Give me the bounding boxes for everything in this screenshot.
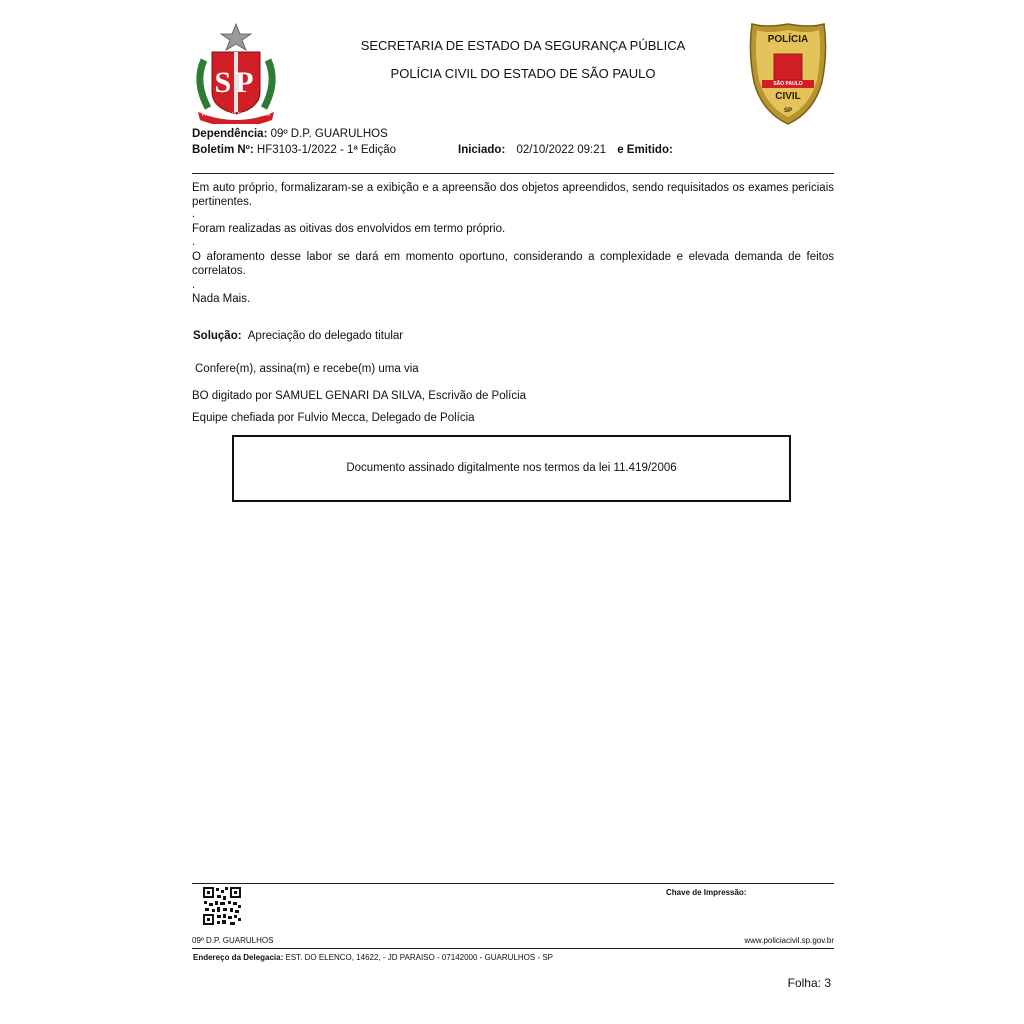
- badge-band-text: SÃO PAULO: [773, 81, 803, 87]
- footer-site-link[interactable]: www.policiacivil.sp.gov.br: [744, 936, 834, 945]
- boletim-value: HF3103-1/2022 - 1ª Edição: [256, 144, 397, 156]
- footer-dp: 09º D.P. GUARULHOS: [192, 936, 274, 945]
- policia-civil-badge-logo: [748, 22, 828, 126]
- equipe-text: Equipe chefiada por Fulvio Mecca, Delegado de Polícia: [192, 412, 475, 424]
- header-divider: [192, 173, 834, 174]
- footer-top-divider: [192, 883, 834, 884]
- badge-sub-text: SP: [783, 108, 792, 114]
- header-secretaria: SECRETARIA DE ESTADO DA SEGURANÇA PÚBLICA: [360, 38, 686, 53]
- dependencia-label: Dependência:: [192, 128, 268, 140]
- dependencia-line: [192, 128, 388, 140]
- boletim-line: [192, 144, 396, 156]
- confere-text: Confere(m), assina(m) e recebe(m) uma via: [195, 363, 419, 375]
- paragraph-oitivas: Foram realizadas as oitivas dos envolvidos em termo próprio.: [192, 223, 506, 235]
- digitado-text: BO digitado por SAMUEL GENARI DA SILVA, Escrivão de Polícia: [192, 390, 527, 402]
- endereco-line: [193, 953, 553, 962]
- boletim-label: Boletim Nº:: [192, 144, 254, 156]
- chave-impressao-label: Chave de Impressão:: [666, 888, 747, 897]
- iniciado-label: Iniciado:: [458, 144, 506, 156]
- header-policia-civil: POLÍCIA CIVIL DO ESTADO DE SÃO PAULO: [390, 66, 656, 81]
- solucao-line: [193, 330, 403, 342]
- endereco-label: Endereço da Delegacia:: [193, 953, 284, 962]
- paragraph-nada-mais: Nada Mais.: [192, 293, 251, 305]
- iniciado-line: [458, 144, 673, 156]
- signature-notice: Documento assinado digitalmente nos termos da lei 11.419/2006: [346, 462, 677, 474]
- sp-letters: SP: [214, 66, 258, 99]
- separator-dot: .: [192, 236, 196, 248]
- digital-signature-box: [232, 435, 791, 502]
- paragraph-aforamento: O aforamento desse labor se dará em momento oportuno, considerando a complexidade e elevada demanda de feitos correlatos.: [192, 251, 834, 277]
- paragraph-exibicao: Em auto próprio, formalizaram-se a exibição e a apreensão dos objetos apreendidos, sendo requisitados os exames periciais pertinentes.: [192, 182, 834, 208]
- dependencia-value: 09º D.P. GUARULHOS: [270, 128, 388, 140]
- sp-motto: PRO BRASILIA FIANT EXIMIA: [201, 112, 271, 118]
- badge-top-text: POLÍCIA: [767, 34, 809, 45]
- solucao-label: Solução:: [193, 330, 242, 342]
- folha-number: Folha: 3: [787, 976, 831, 990]
- separator-dot: .: [192, 279, 196, 291]
- separator-dot: .: [192, 208, 196, 220]
- sp-coat-of-arms-logo: [190, 22, 282, 124]
- qr-code-icon: [202, 886, 242, 926]
- iniciado-value: 02/10/2022 09:21: [516, 144, 607, 156]
- solucao-value: Apreciação do delegado titular: [247, 330, 404, 342]
- footer-bottom-divider: [192, 948, 834, 949]
- emitido-label: e Emitido:: [617, 144, 673, 156]
- badge-bottom-text: CIVIL: [775, 91, 801, 102]
- endereco-value: EST. DO ELENCO, 14622, - JD PARAISO - 07142000 - GUARULHOS - SP: [285, 953, 554, 962]
